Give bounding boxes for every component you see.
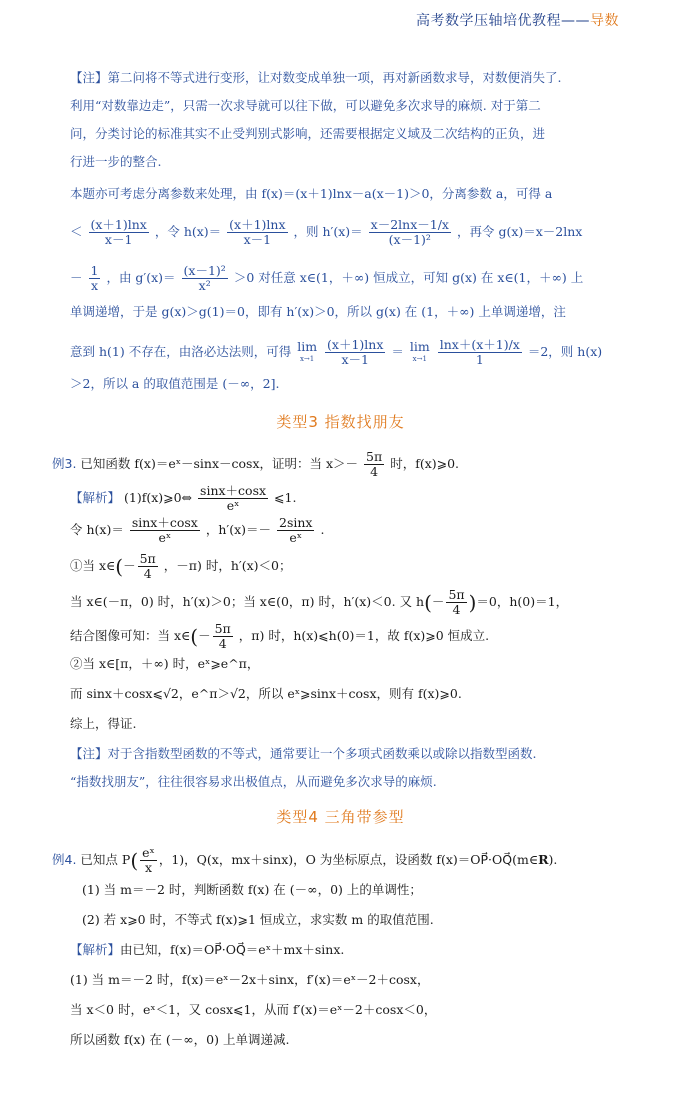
note1-line2: 利用“对数靠边走”，只需一次求导就可以往下做，可以避免多次求导的麻烦. 对于第二: [70, 98, 541, 113]
numerator: (x－1)²: [183, 263, 226, 278]
text: ，令 h(x)＝: [154, 224, 222, 239]
numerator: eˣ: [142, 845, 155, 860]
text: (1)f(x)⩾0⇔: [124, 490, 193, 505]
text: ＝2，则 h(x): [527, 344, 603, 359]
section-title-type3: 类型3 指数找朋友: [276, 413, 405, 431]
note1-line9: [70, 338, 602, 367]
fraction: [213, 622, 233, 651]
denominator: 4: [370, 464, 379, 479]
example3-solution-line7: 而 sinx＋cosx⩽√2，e^π＞√2，所以 eˣ⩾sinx＋cosx，则有 f(x)⩾0.: [70, 686, 462, 701]
denominator: eˣ: [226, 498, 240, 513]
reals-symbol: R: [538, 852, 549, 867]
example3-note-line1: 【注】对于含指数型函数的不等式，通常要让一个多项式函数乘以或除以指数型函数.: [70, 746, 537, 761]
fraction: [364, 450, 384, 479]
fraction: [198, 484, 268, 513]
example3-solution-line6: ②当 x∈[π，＋∞) 时，eˣ⩾e^π，: [70, 656, 260, 671]
denominator: x: [90, 278, 98, 293]
denominator: 4: [218, 636, 227, 651]
text: ，1)，Q(x，mx＋sinx)，O 为坐标原点，设函数 f(x)＝OP⃗·OQ⃗(m∈: [158, 852, 539, 867]
text: 当 x∈(－π，0) 时，h′(x)＞0；当 x∈(0，π) 时，h′(x)＜0. 又 h: [70, 594, 425, 609]
text: 已知函数 f(x)＝eˣ－sinx－cosx，证明：当 x＞－: [80, 456, 359, 471]
text: 由已知，f(x)＝OP⃗·OQ⃗＝eˣ＋mx＋sinx.: [120, 942, 345, 957]
numerator: (x＋1)lnx: [90, 217, 147, 232]
lim-subscript: x→1: [299, 354, 315, 363]
example3-solution-line1: [70, 484, 296, 513]
text: ，再令 g(x)＝x－2lnx: [456, 224, 583, 239]
denominator: x－1: [243, 232, 272, 247]
header-title: 高考数学压轴培优教程——: [416, 13, 590, 29]
denominator: x²: [198, 278, 211, 293]
text: ＞0 对任意 x∈(1，＋∞) 恒成立，可知 g(x) 在 x∈(1，＋∞) 上: [233, 270, 584, 285]
example4-solution-line2: (1) 当 m＝－2 时，f(x)＝eˣ－2x＋sinx，f′(x)＝eˣ－2＋cosx，: [70, 972, 430, 987]
fraction: [446, 588, 466, 617]
note1-line7: [70, 264, 583, 293]
example-label: 例4.: [52, 852, 77, 867]
limit: [297, 338, 318, 365]
example3-note-line2: “指数找朋友”，往往很容易求出极值点，从而避免多次求导的麻烦.: [70, 774, 437, 789]
lim-word: lim: [297, 338, 318, 354]
example4-solution-line4: 所以函数 f(x) 在 (－∞，0) 上单调递减.: [70, 1032, 290, 1047]
fraction: [89, 218, 149, 247]
numerator: 5π: [139, 551, 156, 566]
text: ，π) 时，h(x)⩽h(0)＝1，故 f(x)⩾0 恒成立.: [238, 628, 490, 643]
numerator: sinx＋cosx: [131, 515, 198, 530]
limit: [409, 338, 430, 365]
text: ＜: [70, 224, 83, 239]
fraction: [369, 218, 451, 247]
numerator: 5π: [214, 621, 231, 636]
numerator: 5π: [366, 449, 383, 464]
header-accent: 导数: [590, 13, 619, 29]
example4-question1: (1) 当 m＝－2 时，判断函数 f(x) 在 (－∞，0) 上的单调性；: [82, 882, 422, 897]
note1-line4: 行进一步的整合.: [70, 154, 162, 169]
numerator: lnx＋(x＋1)/x: [439, 337, 520, 352]
text: ，则 h′(x)＝: [293, 224, 363, 239]
text: ①当 x∈: [70, 558, 116, 573]
text: .: [320, 522, 325, 537]
section-title-type4: 类型4 三角带参型: [276, 808, 405, 826]
denominator: 4: [452, 602, 461, 617]
lim-word: lim: [409, 338, 430, 354]
note1-line6: [70, 218, 582, 247]
denominator: 1: [475, 352, 484, 367]
lim-subscript: x→1: [412, 354, 427, 363]
paren: (: [115, 554, 124, 579]
example3-solution-line2: [70, 516, 324, 545]
denominator: x: [144, 860, 152, 875]
paren: (: [190, 624, 199, 649]
example3-solution-line4: 当 x∈(－π，0) 时，h′(x)＞0；当 x∈(0，π) 时，h′(x)＜0. 又 h(－ $\frac{5\pi}{4}$ )＝0，h(0)＝1，: [70, 587, 569, 617]
paren: ): [468, 590, 477, 615]
example-label: 例3.: [52, 456, 77, 471]
example4-question2: (2) 若 x⩾0 时，不等式 f(x)⩾1 恒成立，求实数 m 的取值范围.: [82, 912, 434, 927]
text: ，由 g′(x)＝: [106, 270, 176, 285]
text: 令 h(x)＝: [70, 522, 124, 537]
example4-solution-line3: 当 x＜0 时，eˣ＜1，又 cosx⩽1，从而 f′(x)＝eˣ－2＋cosx＜0，: [70, 1002, 437, 1017]
fraction: [438, 338, 522, 367]
example3-statement: [52, 450, 459, 479]
example3-solution-line5: 结合图像可知：当 x∈(－ $\frac{5\pi}{4}$ ，π) 时，h(x)⩽h(0)＝1，故 f(x)⩾0 恒成立.: [70, 621, 490, 651]
example3-solution-line3: ①当 x∈(－ $\frac{5\pi}{4}$ ，－π) 时，h′(x)＜0；: [70, 551, 292, 581]
text: ，－π) 时，h′(x)＜0；: [163, 558, 292, 573]
fraction: [277, 516, 314, 545]
text: ，h′(x)＝－: [205, 522, 272, 537]
solution-tag: 【解析】: [70, 490, 121, 505]
numerator: sinx＋cosx: [200, 483, 267, 498]
numerator: x－2lnx－1/x: [370, 217, 449, 232]
fraction: [138, 552, 158, 581]
solution-tag: 【解析】: [70, 942, 121, 957]
note1-line3: 问，分类讨论的标准其实不止受判别式影响，还需要根据定义域及二次结构的正负，进: [70, 126, 546, 141]
denominator: x－1: [104, 232, 133, 247]
denominator: eˣ: [289, 530, 303, 545]
text: 时，f(x)⩾0.: [390, 456, 460, 471]
paren: (: [130, 848, 139, 873]
text: 意到 h(1) 不存在，由洛必达法则，可得: [70, 344, 292, 359]
note1-line8: 单调递增，于是 g(x)＞g(1)＝0，即有 h′(x)＞0，所以 g(x) 在 (1，＋∞) 上单调递增，注: [70, 304, 566, 319]
fraction: [227, 218, 287, 247]
denominator: 4: [143, 566, 152, 581]
fraction: [325, 338, 385, 367]
example4-solution-line1: [70, 942, 344, 958]
fraction: [140, 846, 157, 875]
text: 结合图像可知：当 x∈: [70, 628, 191, 643]
page-header: [416, 10, 619, 30]
text: ＝0，h(0)＝1，: [476, 594, 569, 609]
denominator: x－1: [341, 352, 369, 367]
example3-solution-line8: 综上，得证.: [70, 716, 137, 731]
example4-statement: [52, 846, 557, 875]
text: ＝: [391, 344, 404, 359]
numerator: (x＋1)lnx: [327, 337, 384, 352]
note1-line5: 本题亦可考虑分离参数来处理，由 f(x)＝(x＋1)lnx－a(x－1)＞0，分离参数 a，可得 a: [70, 186, 553, 201]
numerator: (x＋1)lnx: [229, 217, 286, 232]
text: －: [70, 270, 83, 285]
text: ⩽1.: [274, 490, 297, 505]
text: ).: [548, 852, 558, 867]
denominator: (x－1)²: [388, 232, 431, 247]
paren: (: [424, 590, 432, 615]
fraction: [89, 264, 101, 293]
fraction: [182, 264, 228, 293]
note1-line10: ＞2，所以 a 的取值范围是 (－∞，2].: [70, 376, 280, 391]
numerator: 1: [90, 263, 99, 278]
denominator: eˣ: [158, 530, 172, 545]
numerator: 2sinx: [279, 515, 313, 530]
text: 已知点 P: [80, 852, 131, 867]
fraction: [130, 516, 200, 545]
note1-line1: 【注】第二问将不等式进行变形，让对数变成单独一项，再对新函数求导，对数便消失了.: [70, 70, 562, 85]
numerator: 5π: [448, 587, 465, 602]
